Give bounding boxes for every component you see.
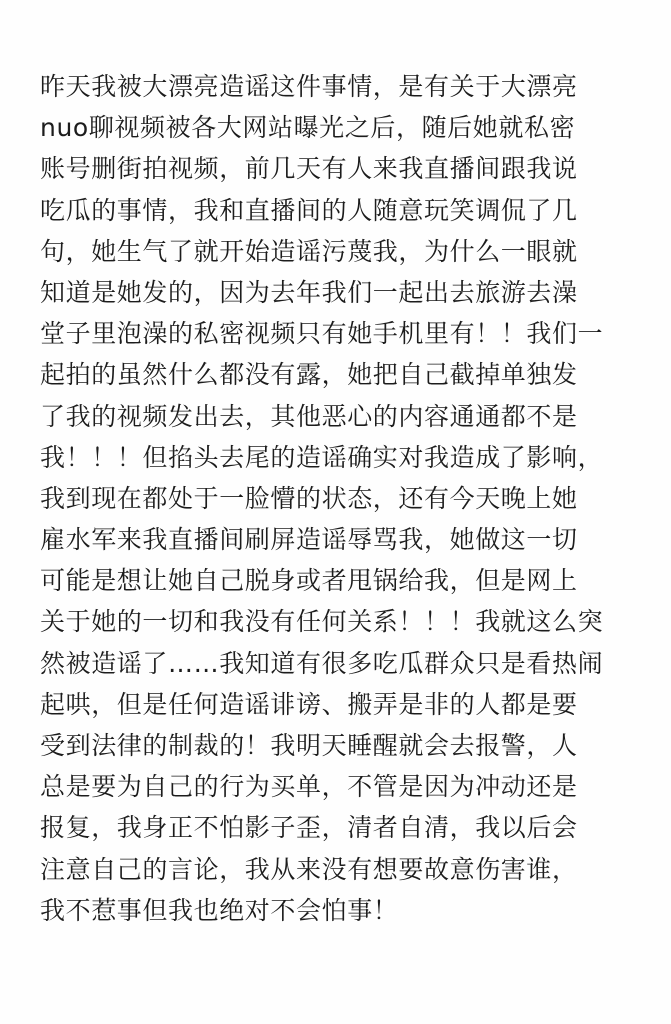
text-line: 我到现在都处于一脸懵的状态，还有今天晚上她 [40, 483, 578, 513]
text-line: 知道是她发的，因为去年我们一起出去旅游去澡 [40, 277, 578, 307]
text-line: 注意自己的言论，我从来没有想要故意伤害谁， [40, 854, 578, 884]
text-line: nuo聊视频被各大网站曝光之后，随后她就私密 [40, 113, 576, 143]
text-line: 账号删街拍视频，前几天有人来我直播间跟我说 [40, 154, 578, 184]
text-line: 堂子里泡澡的私密视频只有她手机里有！！我们一 [40, 319, 604, 349]
text-line: 起哄，但是任何造谣诽谤、搬弄是非的人都是要 [40, 689, 578, 719]
text-line: 然被造谣了……我知道有很多吃瓜群众只是看热闹 [40, 648, 604, 678]
text-line: 起拍的虽然什么都没有露，她把自己截掉单独发 [40, 360, 578, 390]
text-line: 报复，我身正不怕影子歪，清者自清，我以后会 [40, 813, 578, 843]
text-line: 吃瓜的事情，我和直播间的人随意玩笑调侃了几 [40, 195, 578, 225]
statement-text [40, 66, 640, 931]
text-line: 关于她的一切和我没有任何关系！！！我就这么突 [40, 607, 604, 637]
text-line: 雇水军来我直播间刷屏造谣辱骂我，她做这一切 [40, 525, 578, 555]
text-line: 总是要为自己的行为买单，不管是因为冲动还是 [40, 772, 578, 802]
text-line: 句，她生气了就开始造谣污蔑我，为什么一眼就 [40, 236, 578, 266]
text-line: 了我的视频发出去，其他恶心的内容通通都不是 [40, 401, 578, 431]
text-line: 受到法律的制裁的！我明天睡醒就会去报警，人 [40, 731, 578, 760]
text-line: 我！！！但掐头去尾的造谣确实对我造成了影响， [40, 442, 604, 472]
text-line: 可能是想让她自己脱身或者甩锅给我，但是网上 [40, 566, 578, 596]
text-line: 我不惹事但我也绝对不会怕事！ [40, 895, 399, 925]
text-line: 昨天我被大漂亮造谣这件事情，是有关于大漂亮 [40, 72, 578, 101]
